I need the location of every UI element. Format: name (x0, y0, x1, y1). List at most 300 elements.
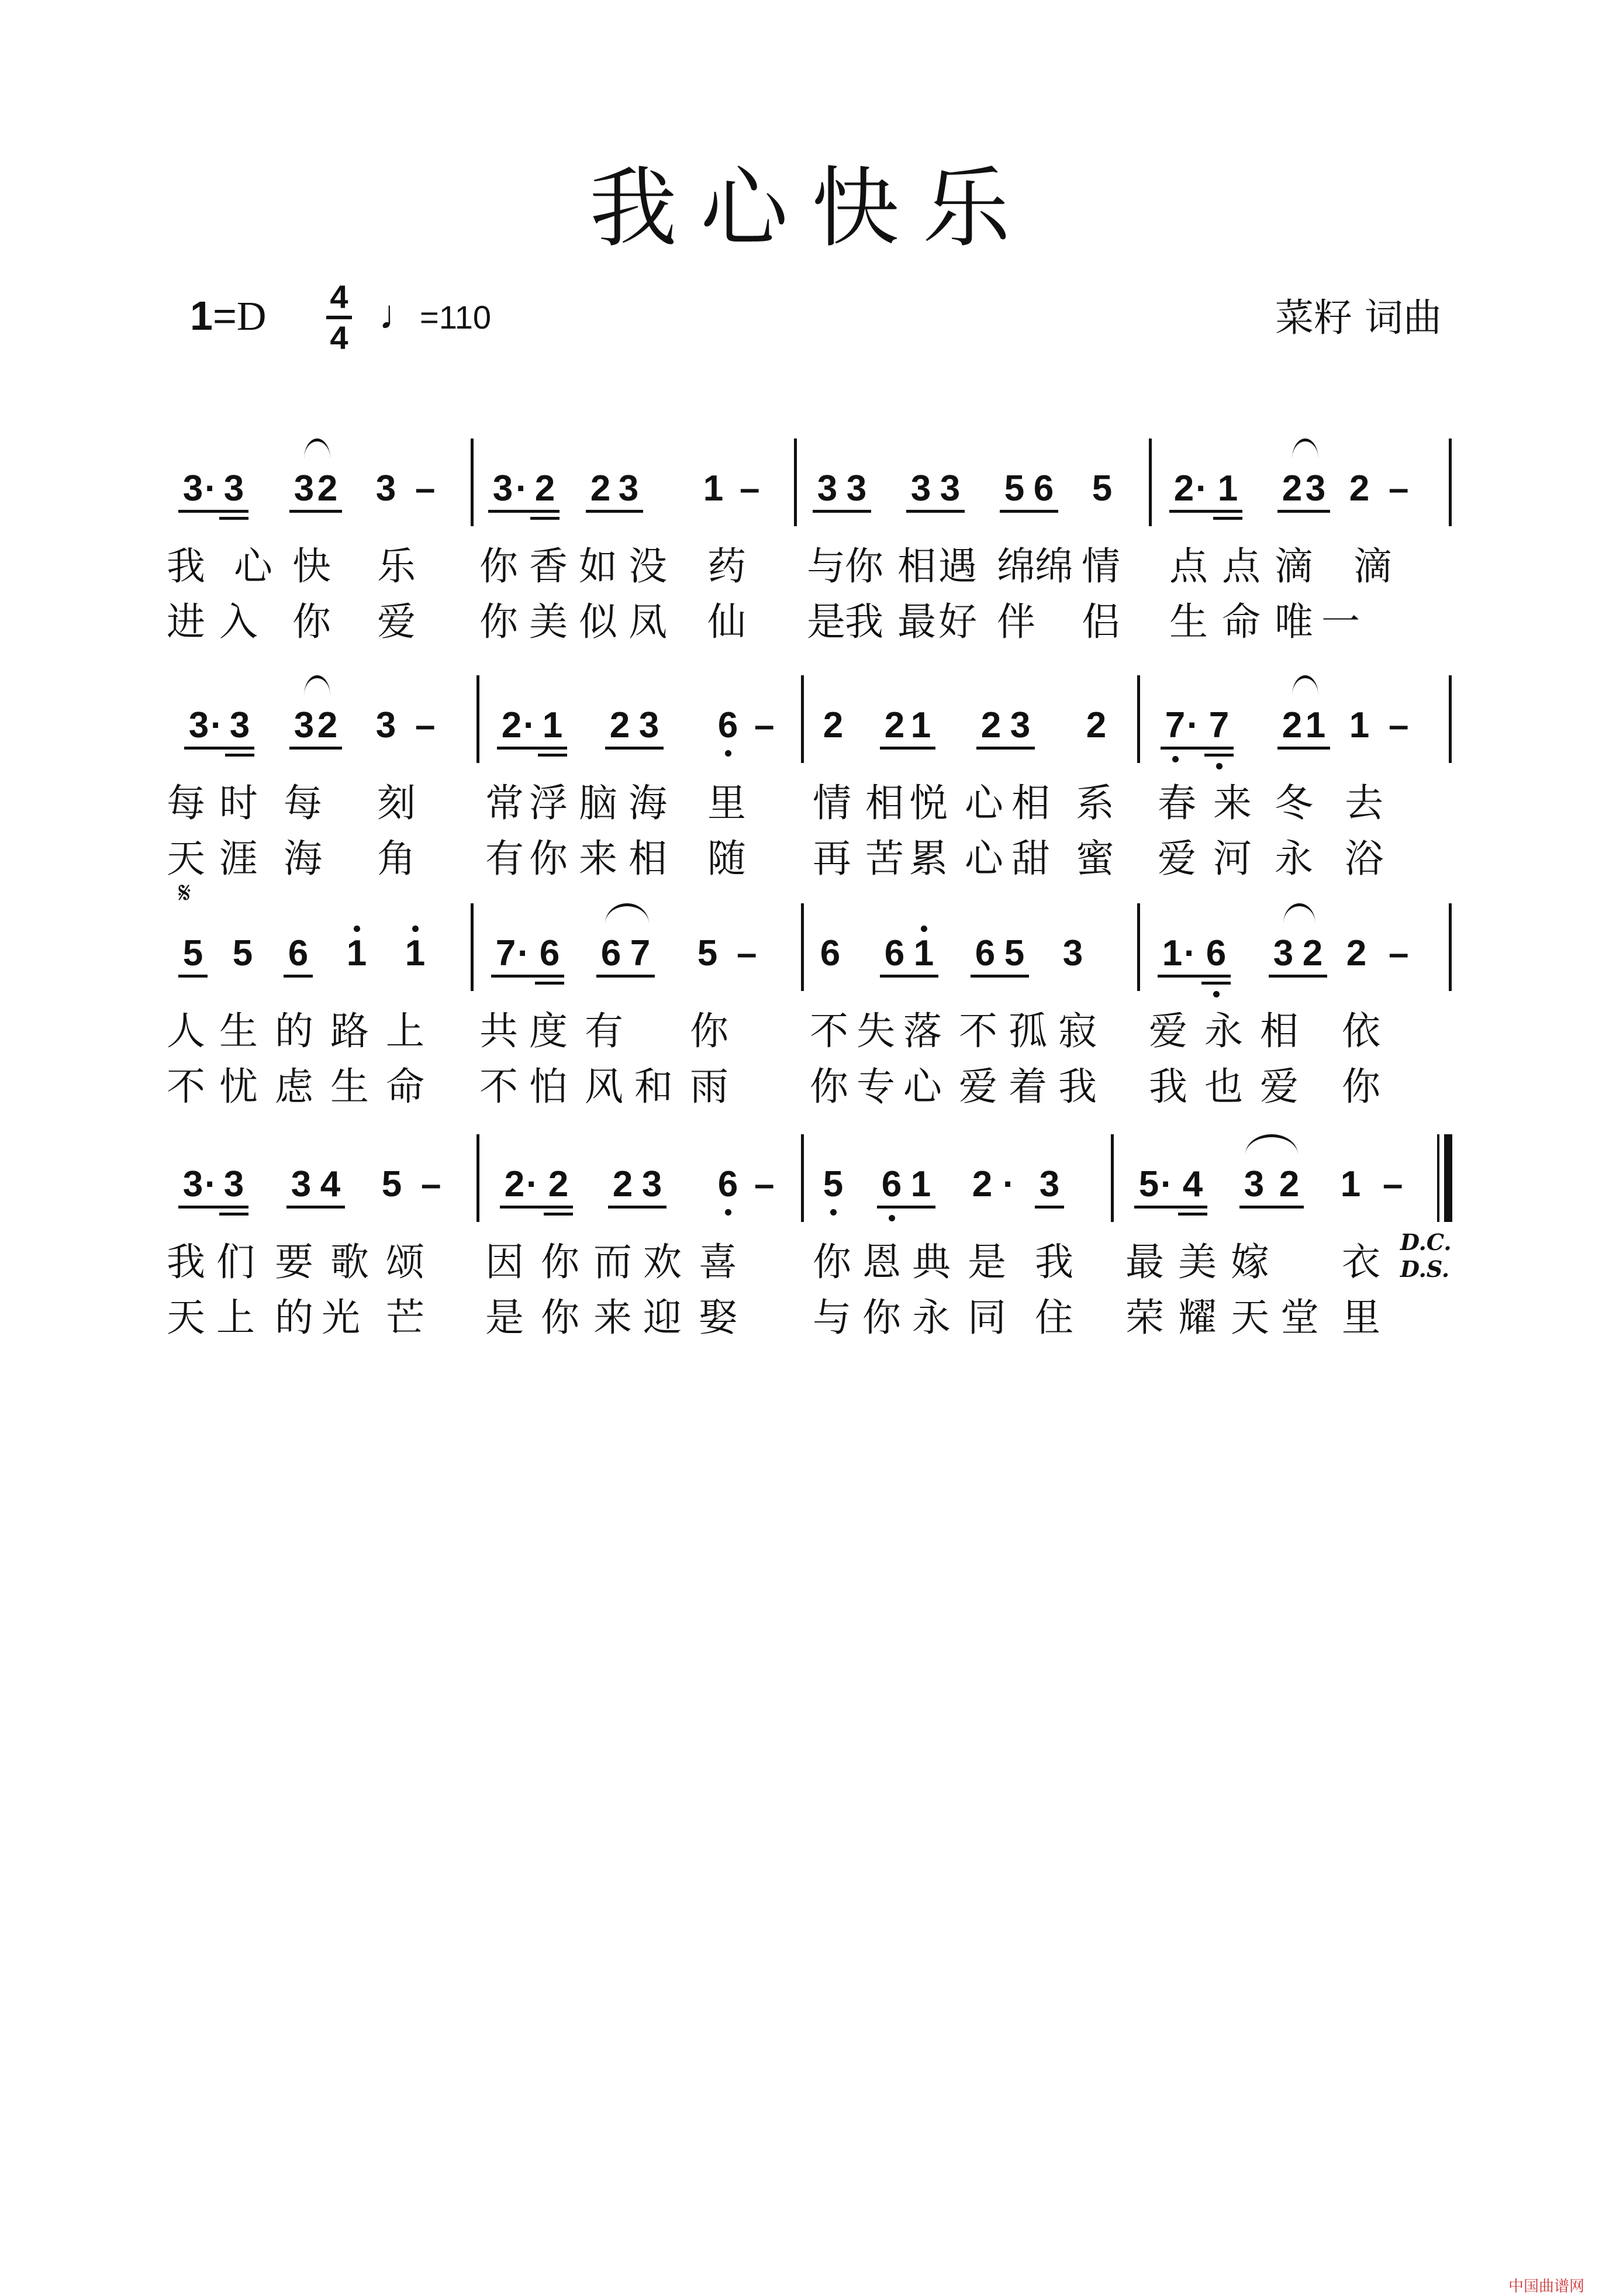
lyric-char: 乐 (377, 544, 416, 589)
lyric-char: 着 (1009, 1064, 1047, 1109)
lyric-char: 命 (386, 1064, 424, 1109)
lyric-char: 滴 (1275, 544, 1313, 589)
dash: – (1389, 468, 1409, 509)
lyric-char: 典 (912, 1240, 951, 1285)
lyric-char: 唯 (1275, 599, 1313, 644)
note: 3 (182, 1164, 203, 1204)
time-signature: 4 4 (324, 279, 354, 355)
note: 3 (229, 705, 250, 745)
dash: – (754, 705, 775, 745)
lyric-char: 天 (1231, 1295, 1269, 1340)
segno-sign: 𝄋 (178, 876, 191, 910)
lyric-char: 忧 (219, 1064, 258, 1109)
lyric-char: 你 (845, 544, 883, 589)
lyric-char: 生 (330, 1064, 369, 1109)
note: 3 (641, 1164, 662, 1204)
note: 1 (1162, 933, 1183, 973)
lyric-char: 滴 (1353, 544, 1392, 589)
lyric-char: 来 (579, 836, 617, 881)
lyric-char: 刻 (377, 781, 416, 826)
note: 6 (600, 933, 621, 973)
underline (488, 510, 560, 513)
lyric-char: 与 (807, 544, 845, 589)
lyric-char: 常 (485, 781, 524, 826)
lyric-char: 迎 (643, 1295, 682, 1340)
underline (1269, 975, 1327, 978)
lyric-char: 风 (585, 1064, 623, 1109)
barline (476, 1134, 479, 1222)
note: 1 (913, 933, 934, 973)
high-octave-dot (921, 926, 927, 932)
barline (794, 439, 797, 526)
note: 3 (618, 468, 639, 509)
lyric-char: 是 (485, 1295, 524, 1340)
lyric-char: 我 (167, 1240, 205, 1285)
lyric-char: 仙 (707, 599, 746, 644)
underline (500, 1206, 573, 1209)
underline (289, 510, 342, 513)
lyric-char: 爱 (1149, 1009, 1187, 1054)
note: 2 (317, 468, 338, 509)
dash: – (740, 468, 760, 509)
lyric-char: 来 (1213, 781, 1252, 826)
note: 7 (1165, 705, 1186, 745)
note: 2 (1349, 468, 1370, 509)
lyric-char: 再 (813, 836, 851, 881)
underline (1204, 754, 1234, 757)
lyric-char: 海 (284, 836, 322, 881)
lyric-char: 喜 (699, 1240, 737, 1285)
underline (1169, 510, 1242, 513)
lyric-char: 甜 (1011, 836, 1050, 881)
lyric-char: 恩 (862, 1240, 901, 1285)
note: 1 (542, 705, 563, 745)
note: 5 (1004, 933, 1025, 973)
lyric-char: 每 (284, 781, 322, 826)
note: 5 (823, 1164, 844, 1204)
note: 5 (381, 1164, 402, 1204)
lyric-char: 生 (1169, 599, 1208, 644)
note: 2 (823, 705, 844, 745)
lyric-char: 伴 (997, 599, 1035, 644)
underline (608, 1206, 667, 1209)
lyric-char: 不 (959, 1009, 997, 1054)
dc-marking: D.C. (1400, 1229, 1452, 1255)
barline (471, 439, 474, 526)
aug-dot: · (1161, 1164, 1173, 1204)
note: 6 (884, 933, 905, 973)
note: 2 (884, 705, 905, 745)
note: 2 (1086, 705, 1107, 745)
note: 2 (548, 1164, 569, 1204)
lyric-char: 衣 (1342, 1240, 1380, 1285)
barline (1444, 1134, 1452, 1222)
note: 3 (817, 468, 838, 509)
note: 5 (697, 933, 718, 973)
aug-dot: · (1184, 933, 1196, 973)
note: 4 (320, 1164, 341, 1204)
lyric-char: 堂 (1280, 1295, 1319, 1340)
lyric-char: 路 (330, 1009, 369, 1054)
lyric-char: 我 (845, 599, 883, 644)
dash: – (1389, 705, 1409, 745)
lyric-char: 上 (386, 1009, 424, 1054)
lyric-char: 光 (322, 1295, 360, 1340)
lyric-char: 好 (938, 599, 977, 644)
note: 3 (1039, 1164, 1060, 1204)
underline (225, 754, 254, 757)
high-octave-dot (412, 926, 419, 932)
lyric-char: 你 (541, 1240, 579, 1285)
lyric-char: 里 (707, 781, 746, 826)
lyric-char: 相 (1260, 1009, 1299, 1054)
note: 3 (223, 1164, 244, 1204)
lyric-char: 心 (903, 1064, 942, 1109)
lyric-char: 你 (479, 599, 518, 644)
staff-line-3 (170, 909, 1462, 994)
note: 2 (501, 705, 522, 745)
aug-dot: · (526, 1164, 538, 1204)
lyric-char: 不 (479, 1064, 518, 1109)
note: 2 (590, 468, 611, 509)
lyric-char: 苦 (865, 836, 904, 881)
lyric-char: 荣 (1125, 1295, 1164, 1340)
note: 3 (910, 468, 931, 509)
lyric-char: 凤 (629, 599, 667, 644)
lyric-char: 你 (292, 599, 331, 644)
lyric-char: 芒 (386, 1295, 424, 1340)
lyric-char: 怕 (529, 1064, 568, 1109)
slur (304, 439, 330, 459)
note: 6 (717, 1164, 738, 1204)
dash: – (754, 1164, 775, 1204)
ds-marking: D.S. (1400, 1256, 1450, 1282)
lyric-char: 美 (1178, 1240, 1217, 1285)
note: 2 (1279, 1164, 1300, 1204)
barline (1137, 903, 1140, 991)
underline (178, 975, 208, 978)
low-octave-dot (830, 1209, 837, 1216)
underline (1035, 1206, 1064, 1209)
low-octave-dot (725, 750, 731, 757)
note: 1 (346, 933, 367, 973)
note: 7 (630, 933, 651, 973)
lyric-char: 永 (1275, 836, 1313, 881)
lyric-char: 爱 (959, 1064, 997, 1109)
note: 2 (504, 1164, 525, 1204)
lyric-char: 浮 (529, 781, 568, 826)
note: 1 (1217, 468, 1238, 509)
lyric-char: 们 (216, 1240, 255, 1285)
lyric-char: 失 (857, 1009, 895, 1054)
dash: – (415, 468, 436, 509)
lyric-char: 与 (813, 1295, 851, 1340)
staff-line-4 (170, 1140, 1462, 1225)
barline (476, 675, 479, 763)
barline (471, 903, 474, 991)
slur (304, 675, 330, 696)
lyric-char: 永 (912, 1295, 951, 1340)
lyric-char: 如 (579, 544, 617, 589)
underline (880, 975, 938, 978)
lyric-char: 进 (167, 599, 205, 644)
underline (971, 975, 1029, 978)
lyric-char: 相 (629, 836, 667, 881)
tempo-marking: ♩=110 (379, 292, 491, 337)
lyric-char: 每 (167, 781, 205, 826)
barline (1137, 675, 1140, 763)
slur (1292, 439, 1318, 459)
lyric-char: 我 (1058, 1064, 1097, 1109)
lyric-char: 没 (629, 544, 667, 589)
lyric-char: 是 (807, 599, 845, 644)
barline (801, 903, 804, 991)
lyric-char: 情 (813, 781, 851, 826)
lyric-char: 点 (1222, 544, 1261, 589)
lyric-char: 共 (479, 1009, 518, 1054)
note: 3 (182, 468, 203, 509)
lyric-char: 歌 (330, 1240, 369, 1285)
lyric-char: 你 (810, 1064, 848, 1109)
lyric-char: 你 (541, 1295, 579, 1340)
lyric-char: 美 (529, 599, 568, 644)
lyric-char: 我 (1035, 1240, 1073, 1285)
lyric-char: 你 (690, 1009, 728, 1054)
lyric-char: 悦 (909, 781, 948, 826)
lyric-char: 欢 (643, 1240, 682, 1285)
lyric-char: 海 (629, 781, 667, 826)
low-octave-dot (1213, 991, 1220, 997)
lyric-char: 娶 (699, 1295, 737, 1340)
dash: – (1389, 933, 1409, 973)
note: 6 (1033, 468, 1054, 509)
barline (1449, 675, 1452, 763)
note: 6 (820, 933, 841, 973)
low-octave-dot (889, 1215, 895, 1221)
lyric-char: 相 (897, 544, 936, 589)
aug-dot: · (1187, 705, 1199, 745)
lyric-char: 心 (965, 781, 1003, 826)
note: 2 (534, 468, 555, 509)
lyric-char: 点 (1169, 544, 1208, 589)
lyric-char: 累 (909, 836, 948, 881)
slur (1283, 903, 1315, 924)
lyric-char: 天 (167, 836, 205, 881)
underline (813, 510, 871, 513)
note: 2 (1302, 933, 1323, 973)
note: 1 (405, 933, 426, 973)
staff-line-1 (170, 444, 1462, 529)
note: 4 (1182, 1164, 1203, 1204)
lyric-char: 河 (1213, 836, 1252, 881)
note: 1 (910, 705, 931, 745)
note: 2 (1346, 933, 1367, 973)
lyric-char: 寂 (1058, 1009, 1097, 1054)
lyric-char: 有 (585, 1009, 623, 1054)
lyric-char: 而 (593, 1240, 632, 1285)
lyric-char: 永 (1204, 1009, 1243, 1054)
underline (1134, 1206, 1207, 1209)
slur (1292, 675, 1318, 696)
note: 3 (1305, 468, 1326, 509)
lyric-char: 雨 (690, 1064, 728, 1109)
lyric-char: 脑 (579, 781, 617, 826)
aug-dot: · (523, 705, 536, 745)
lyric-char: 我 (1149, 1064, 1187, 1109)
note: 2 (612, 1164, 633, 1204)
lyric-char: 要 (275, 1240, 313, 1285)
lyric-char: 虑 (275, 1064, 313, 1109)
note: 7 (1208, 705, 1230, 745)
lyric-char: 似 (579, 599, 617, 644)
lyric-char: 耀 (1178, 1295, 1217, 1340)
lyric-char: 是 (968, 1240, 1006, 1285)
underline (178, 510, 248, 513)
author-credit: 菜籽 词曲 (1275, 295, 1442, 340)
aug-dot: · (1196, 468, 1208, 509)
note: 6 (881, 1164, 902, 1204)
underline (906, 510, 965, 513)
lyric-char: 住 (1035, 1295, 1073, 1340)
lyric-char: 不 (167, 1064, 205, 1109)
lyric-char: 相 (1011, 781, 1050, 826)
lyric-char: 入 (219, 599, 258, 644)
barline (801, 675, 804, 763)
lyric-char: 嫁 (1231, 1240, 1269, 1285)
lyric-char: 你 (813, 1240, 851, 1285)
song-title: 我心快乐 (589, 158, 1034, 260)
note: 1 (1340, 1164, 1361, 1204)
low-octave-dot (725, 1209, 731, 1216)
lyric-char: 人 (167, 1009, 205, 1054)
aug-dot: · (210, 705, 223, 745)
lyric-char: 里 (1342, 1295, 1380, 1340)
lyric-char: 的 (275, 1009, 313, 1054)
note: 2 (980, 705, 1002, 745)
lyric-char: 我 (167, 544, 205, 589)
low-octave-dot (1172, 756, 1179, 762)
high-octave-dot (354, 926, 360, 932)
staff-line-2 (170, 681, 1462, 766)
note: 2 (609, 705, 630, 745)
barline (1111, 1134, 1114, 1222)
underline (286, 1206, 345, 1209)
lyric-char: 去 (1345, 781, 1383, 826)
lyric-char: 度 (529, 1009, 568, 1054)
note: 3 (223, 468, 244, 509)
lyric-char: 天 (167, 1295, 205, 1340)
lyric-char: 因 (485, 1240, 524, 1285)
underline (1239, 1206, 1304, 1209)
slur (605, 903, 649, 924)
lyric-char: 相 (865, 781, 904, 826)
underline (219, 517, 248, 520)
underline (1158, 975, 1231, 978)
lyric-char: 你 (862, 1295, 901, 1340)
lyric-char: 和 (634, 1064, 673, 1109)
lyric-char: 爱 (1158, 836, 1196, 881)
underline (544, 1213, 573, 1216)
dash: – (421, 1164, 441, 1204)
lyric-char: 落 (903, 1009, 942, 1054)
underline (1161, 747, 1234, 750)
note: 3 (940, 468, 961, 509)
lyric-char: 不 (810, 1009, 848, 1054)
note: 2 (1173, 468, 1194, 509)
note: 5 (1004, 468, 1025, 509)
underline (605, 747, 664, 750)
note: 3 (375, 705, 396, 745)
aug-dot: · (516, 468, 528, 509)
lyric-char: 一 (1321, 599, 1360, 644)
note: 3 (846, 468, 867, 509)
underline (491, 975, 564, 978)
lyric-char: 春 (1158, 781, 1196, 826)
underline (289, 747, 342, 750)
note: 6 (975, 933, 996, 973)
lyric-char: 遇 (938, 544, 977, 589)
underline (880, 747, 935, 750)
lyric-char: 快 (292, 544, 331, 589)
lyric-char: 你 (479, 544, 518, 589)
underline (596, 975, 655, 978)
note: 3 (1244, 1164, 1265, 1204)
lyric-char: 最 (897, 599, 936, 644)
note: 1 (910, 1164, 931, 1204)
barline (1149, 439, 1152, 526)
note: 2 (972, 1164, 993, 1204)
note: 2 (317, 705, 338, 745)
underline (219, 1213, 248, 1216)
lyric-char: 心 (965, 836, 1003, 881)
lyric-char: 系 (1076, 781, 1114, 826)
barline (1437, 1134, 1439, 1222)
note: 5 (1092, 468, 1113, 509)
note: 5 (182, 933, 203, 973)
lyric-char: 生 (219, 1009, 258, 1054)
underline (184, 747, 254, 750)
lyric-char: 涯 (219, 836, 258, 881)
barline (1449, 439, 1452, 526)
underline (530, 517, 560, 520)
aug-dot: · (205, 1164, 217, 1204)
note: 6 (1206, 933, 1227, 973)
lyric-char: 依 (1342, 1009, 1380, 1054)
lyric-char: 绵 (997, 544, 1035, 589)
underline (535, 982, 564, 985)
note: 2 (1282, 468, 1303, 509)
low-octave-dot (1216, 763, 1223, 769)
lyric-char: 绵 (1035, 544, 1073, 589)
dash: – (415, 705, 436, 745)
lyric-char: 情 (1082, 544, 1120, 589)
dash: – (1383, 1164, 1403, 1204)
note: 6 (539, 933, 560, 973)
note: 3 (1062, 933, 1083, 973)
note: 3 (1273, 933, 1294, 973)
key-signature: 1=D (190, 293, 267, 339)
note: 3 (291, 1164, 312, 1204)
lyric-char: 专 (857, 1064, 895, 1109)
dash: – (737, 933, 757, 973)
note: 3 (375, 468, 396, 509)
note: 6 (288, 933, 309, 973)
lyric-char: 冬 (1275, 781, 1313, 826)
underline (877, 1206, 935, 1209)
note: 6 (717, 705, 738, 745)
underline (1277, 510, 1330, 513)
underline (1000, 510, 1058, 513)
